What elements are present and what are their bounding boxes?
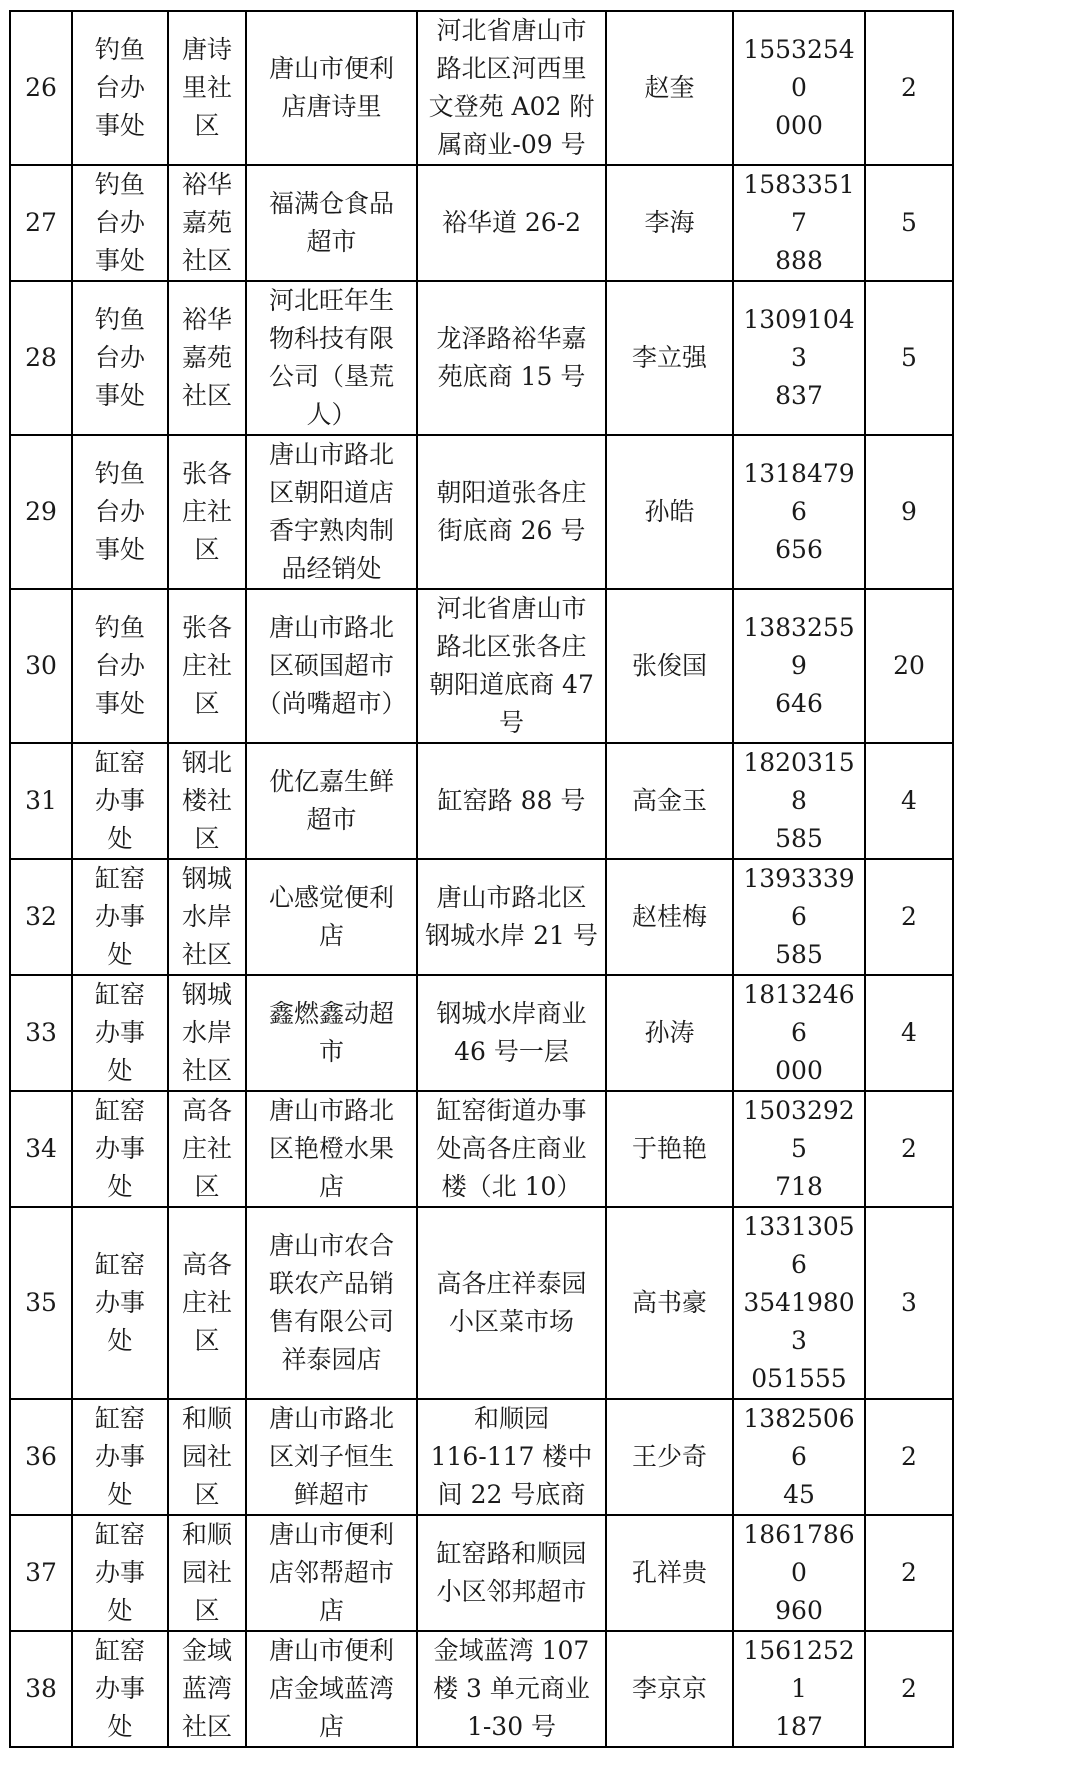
- office-cell: 缸窑 办事 处: [72, 1399, 168, 1515]
- office-cell: 钓鱼 台办 事处: [72, 589, 168, 743]
- community-cell: 钢城 水岸 社区: [168, 859, 246, 975]
- office-cell: 缸窑 办事 处: [72, 975, 168, 1091]
- contact-cell: 孙皓: [606, 435, 733, 589]
- phone-cell: 13825066 45: [733, 1399, 865, 1515]
- phone-cell: 13832559 646: [733, 589, 865, 743]
- table-row: [10, 975, 953, 1091]
- office-cell: 缸窑 办事 处: [72, 1631, 168, 1747]
- count-cell: 2: [865, 1091, 953, 1207]
- row-number-cell: 31: [10, 743, 72, 859]
- contact-cell: 高金玉: [606, 743, 733, 859]
- community-cell: 张各 庄社 区: [168, 589, 246, 743]
- store-name-cell: 鑫燃鑫动超 市: [246, 975, 417, 1091]
- office-cell: 钓鱼 台办 事处: [72, 281, 168, 435]
- phone-cell: 18132466 000: [733, 975, 865, 1091]
- count-cell: 3: [865, 1207, 953, 1399]
- community-cell: 高各 庄社 区: [168, 1207, 246, 1399]
- community-cell: 钢城 水岸 社区: [168, 975, 246, 1091]
- office-cell: 钓鱼 台办 事处: [72, 11, 168, 165]
- count-cell: 2: [865, 859, 953, 975]
- address-cell: 钢城水岸商业 46 号一层: [417, 975, 606, 1091]
- store-name-cell: 唐山市路北 区朝阳道店 香宇熟肉制 品经销处: [246, 435, 417, 589]
- row-number-cell: 34: [10, 1091, 72, 1207]
- address-cell: 裕华道 26-2: [417, 165, 606, 281]
- row-number-cell: 32: [10, 859, 72, 975]
- community-cell: 张各 庄社 区: [168, 435, 246, 589]
- office-cell: 钓鱼 台办 事处: [72, 165, 168, 281]
- count-cell: 2: [865, 1631, 953, 1747]
- row-number-cell: 33: [10, 975, 72, 1091]
- store-table: [9, 10, 954, 1748]
- office-cell: 缸窑 办事 处: [72, 859, 168, 975]
- contact-cell: 于艳艳: [606, 1091, 733, 1207]
- phone-cell: 15032925 718: [733, 1091, 865, 1207]
- community-cell: 裕华 嘉苑 社区: [168, 281, 246, 435]
- address-cell: 金域蓝湾 107 楼 3 单元商业 1-30 号: [417, 1631, 606, 1747]
- store-name-cell: 唐山市农合 联农产品销 售有限公司 祥泰园店: [246, 1207, 417, 1399]
- address-cell: 龙泽路裕华嘉 苑底商 15 号: [417, 281, 606, 435]
- community-cell: 高各 庄社 区: [168, 1091, 246, 1207]
- address-cell: 河北省唐山市 路北区河西里 文登苑 A02 附 属商业-09 号: [417, 11, 606, 165]
- community-cell: 和顺 园社 区: [168, 1399, 246, 1515]
- address-cell: 唐山市路北区 钢城水岸 21 号: [417, 859, 606, 975]
- address-cell: 缸窑街道办事 处高各庄商业 楼（北 10）: [417, 1091, 606, 1207]
- table-row: [10, 165, 953, 281]
- count-cell: 4: [865, 975, 953, 1091]
- contact-cell: 王少奇: [606, 1399, 733, 1515]
- phone-cell: 18617860 960: [733, 1515, 865, 1631]
- phone-cell: 15532540 000: [733, 11, 865, 165]
- store-name-cell: 河北旺年生 物科技有限 公司（垦荒 人）: [246, 281, 417, 435]
- community-cell: 唐诗 里社 区: [168, 11, 246, 165]
- row-number-cell: 28: [10, 281, 72, 435]
- contact-cell: 赵奎: [606, 11, 733, 165]
- contact-cell: 孔祥贵: [606, 1515, 733, 1631]
- store-name-cell: 唐山市便利 店邻帮超市 店: [246, 1515, 417, 1631]
- address-cell: 和顺园 116-117 楼中 间 22 号底商: [417, 1399, 606, 1515]
- contact-cell: 李立强: [606, 281, 733, 435]
- store-name-cell: 唐山市便利 店唐诗里: [246, 11, 417, 165]
- table-row: [10, 1515, 953, 1631]
- table-row: [10, 589, 953, 743]
- store-name-cell: 唐山市便利 店金域蓝湾 店: [246, 1631, 417, 1747]
- row-number-cell: 27: [10, 165, 72, 281]
- phone-cell: 13091043 837: [733, 281, 865, 435]
- office-cell: 缸窑 办事 处: [72, 1515, 168, 1631]
- phone-cell: 15612521 187: [733, 1631, 865, 1747]
- row-number-cell: 37: [10, 1515, 72, 1631]
- community-cell: 裕华 嘉苑 社区: [168, 165, 246, 281]
- store-name-cell: 心感觉便利 店: [246, 859, 417, 975]
- count-cell: 2: [865, 1515, 953, 1631]
- store-name-cell: 唐山市路北 区硕国超市 （尚嘴超市）: [246, 589, 417, 743]
- count-cell: 2: [865, 1399, 953, 1515]
- community-cell: 和顺 园社 区: [168, 1515, 246, 1631]
- table-row: [10, 11, 953, 165]
- table-row: [10, 281, 953, 435]
- count-cell: 20: [865, 589, 953, 743]
- contact-cell: 高书豪: [606, 1207, 733, 1399]
- row-number-cell: 26: [10, 11, 72, 165]
- community-cell: 金域 蓝湾 社区: [168, 1631, 246, 1747]
- table-row: [10, 743, 953, 859]
- store-name-cell: 唐山市路北 区艳橙水果 店: [246, 1091, 417, 1207]
- count-cell: 2: [865, 11, 953, 165]
- office-cell: 缸窑 办事 处: [72, 743, 168, 859]
- phone-cell: 15833517 888: [733, 165, 865, 281]
- row-number-cell: 35: [10, 1207, 72, 1399]
- table-row: [10, 1091, 953, 1207]
- address-cell: 高各庄祥泰园 小区菜市场: [417, 1207, 606, 1399]
- address-cell: 缸窑路 88 号: [417, 743, 606, 859]
- phone-cell: 18203158 585: [733, 743, 865, 859]
- row-number-cell: 30: [10, 589, 72, 743]
- phone-cell: 13933396 585: [733, 859, 865, 975]
- address-cell: 缸窑路和顺园 小区邻邦超市: [417, 1515, 606, 1631]
- table-row: [10, 859, 953, 975]
- table-row: [10, 1399, 953, 1515]
- row-number-cell: 29: [10, 435, 72, 589]
- table-body: [10, 11, 953, 1747]
- phone-cell: 13313056 35419803 051555: [733, 1207, 865, 1399]
- community-cell: 钢北 楼社 区: [168, 743, 246, 859]
- count-cell: 5: [865, 165, 953, 281]
- contact-cell: 李京京: [606, 1631, 733, 1747]
- row-number-cell: 36: [10, 1399, 72, 1515]
- phone-cell: 13184796 656: [733, 435, 865, 589]
- office-cell: 缸窑 办事 处: [72, 1207, 168, 1399]
- count-cell: 5: [865, 281, 953, 435]
- address-cell: 朝阳道张各庄 街底商 26 号: [417, 435, 606, 589]
- table-row: [10, 1207, 953, 1399]
- store-name-cell: 唐山市路北 区刘子恒生 鲜超市: [246, 1399, 417, 1515]
- office-cell: 缸窑 办事 处: [72, 1091, 168, 1207]
- contact-cell: 张俊国: [606, 589, 733, 743]
- row-number-cell: 38: [10, 1631, 72, 1747]
- count-cell: 4: [865, 743, 953, 859]
- contact-cell: 孙涛: [606, 975, 733, 1091]
- contact-cell: 赵桂梅: [606, 859, 733, 975]
- store-name-cell: 福满仓食品 超市: [246, 165, 417, 281]
- count-cell: 9: [865, 435, 953, 589]
- contact-cell: 李海: [606, 165, 733, 281]
- table-row: [10, 1631, 953, 1747]
- office-cell: 钓鱼 台办 事处: [72, 435, 168, 589]
- address-cell: 河北省唐山市 路北区张各庄 朝阳道底商 47 号: [417, 589, 606, 743]
- store-name-cell: 优亿嘉生鲜 超市: [246, 743, 417, 859]
- table-row: [10, 435, 953, 589]
